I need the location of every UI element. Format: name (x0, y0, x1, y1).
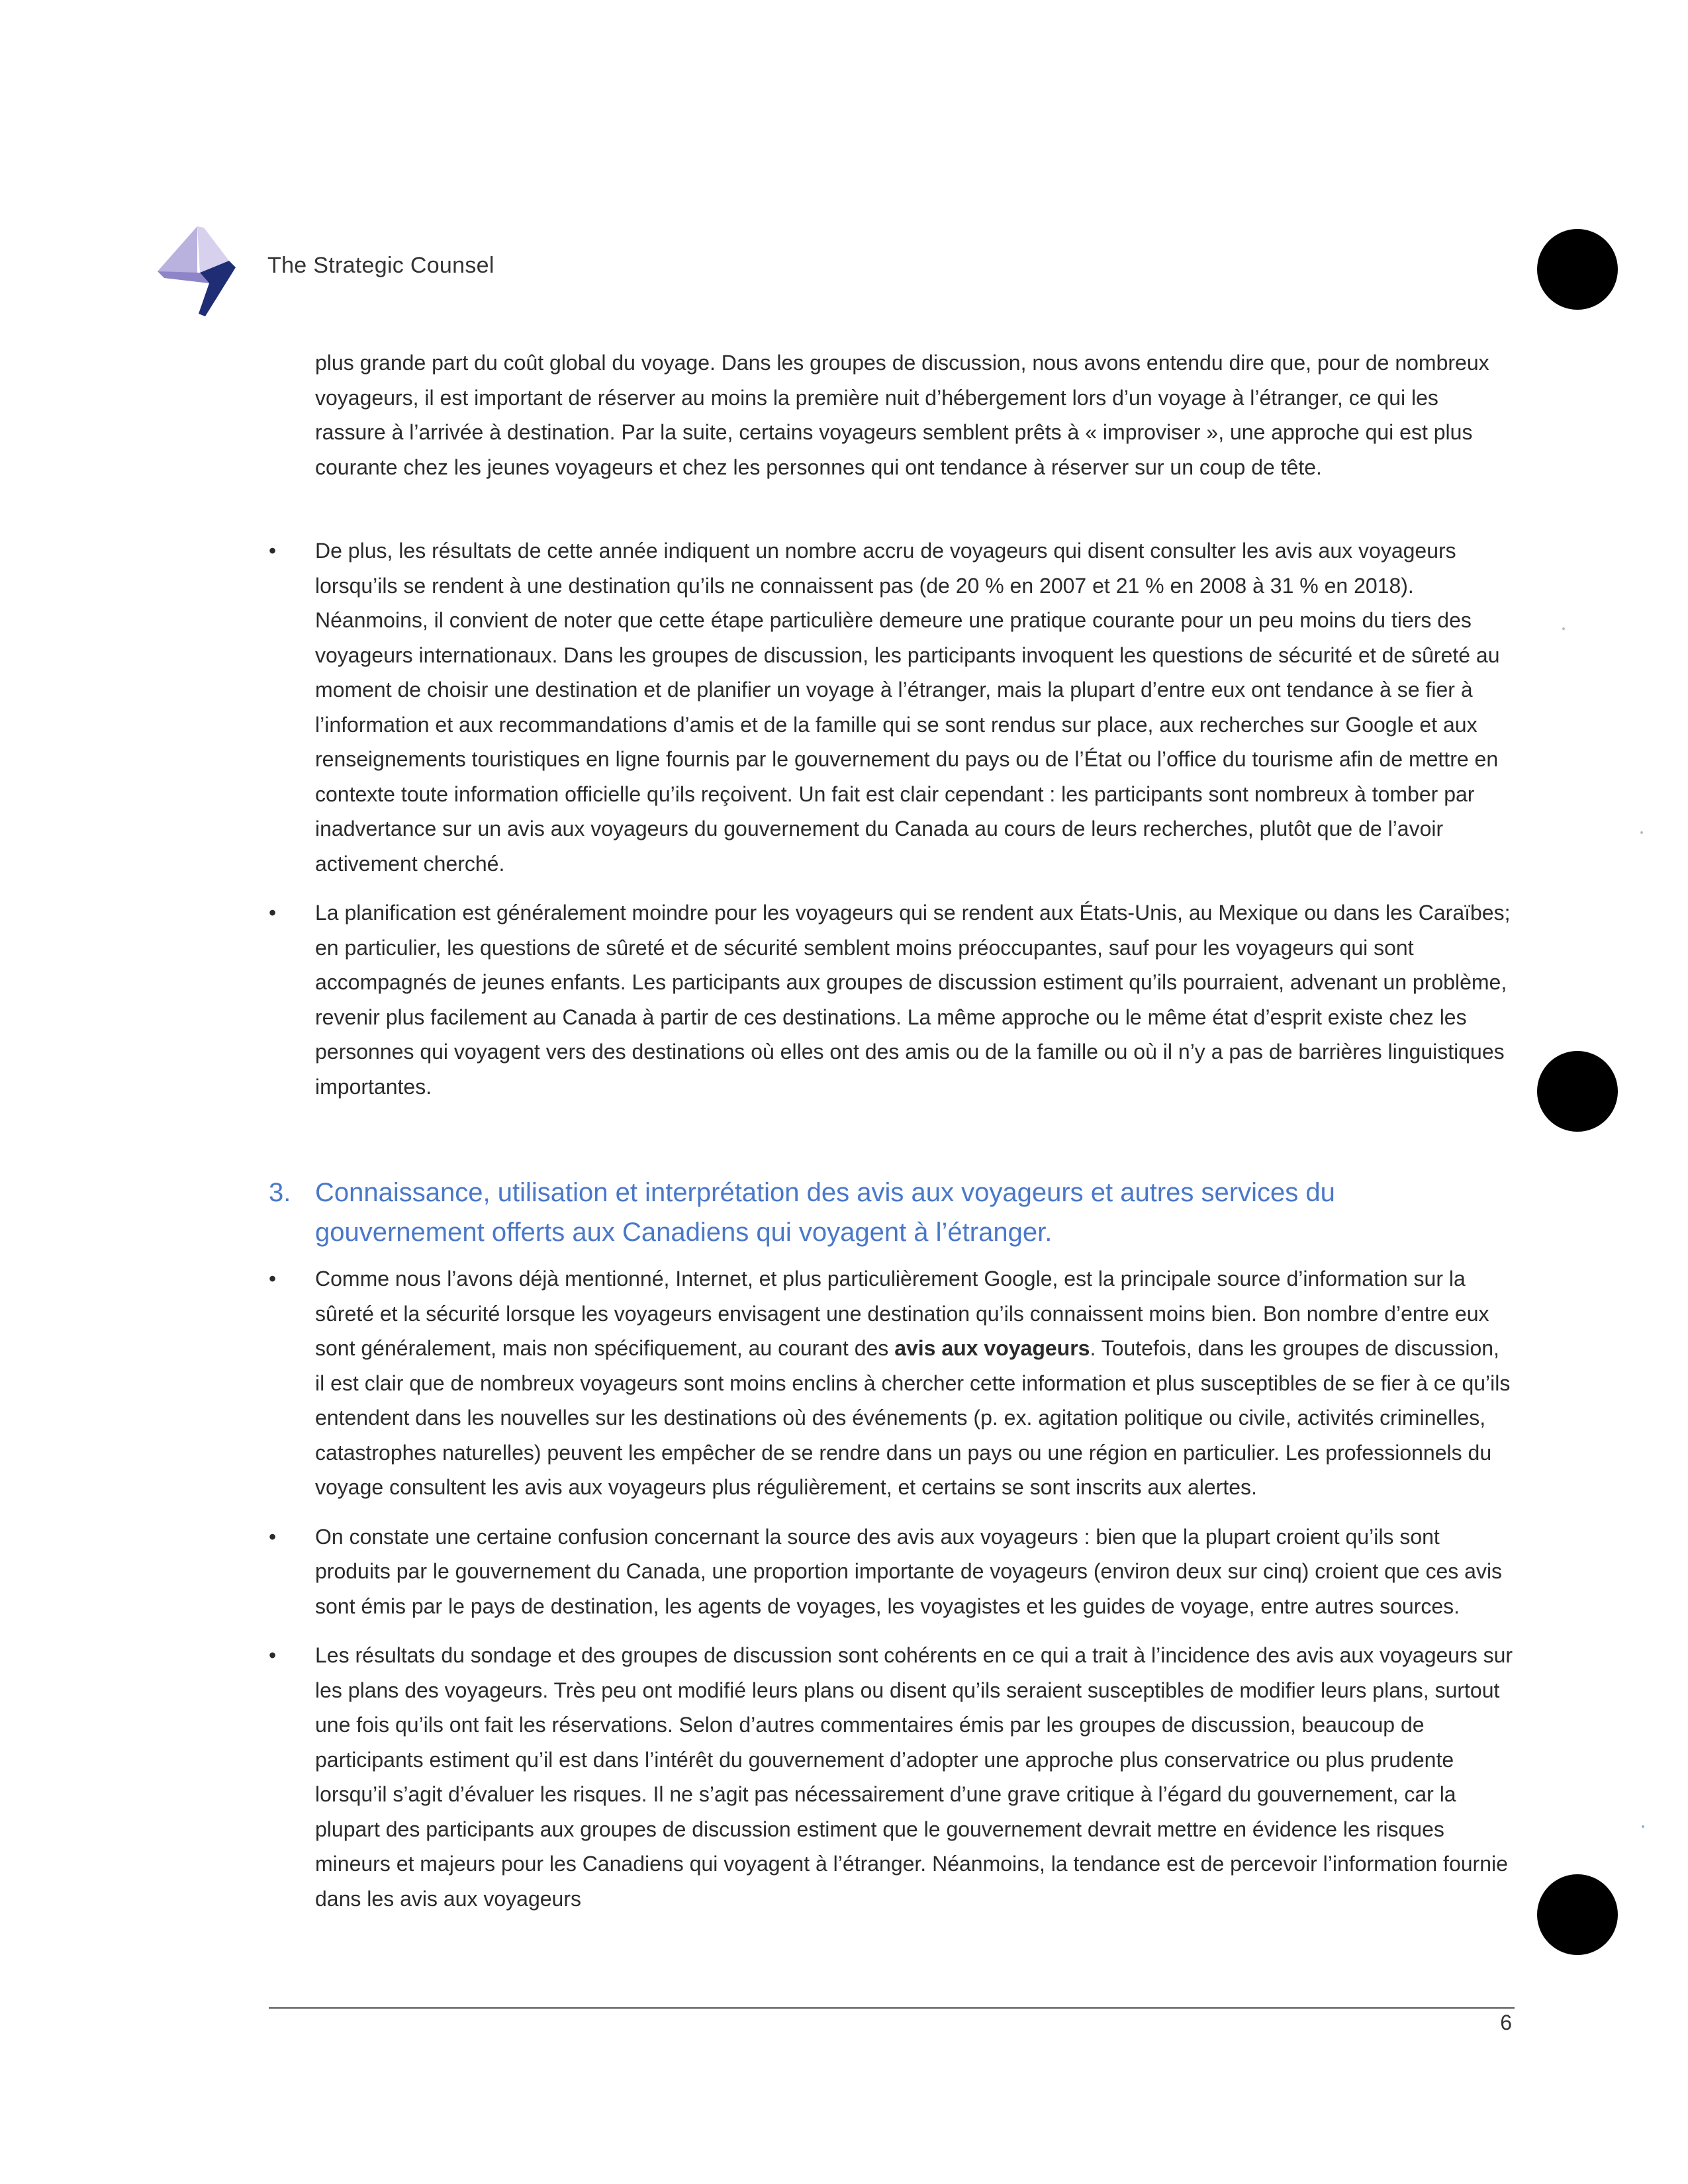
punch-hole-top (1537, 229, 1618, 310)
bullet-icon: • (269, 1267, 277, 1291)
scan-speck (1640, 831, 1643, 834)
section-number: 3. (269, 1178, 291, 1207)
bullet-icon: • (269, 1524, 277, 1549)
section-title: Connaissance, utilisation et interprétation des avis aux voyageurs et autres services du gouvernement offerts aux Canadiens qui voyagent à l’étranger. (315, 1178, 1335, 1247)
punch-hole-middle (1537, 1051, 1618, 1132)
org-name: The Strategic Counsel (267, 253, 494, 278)
list-item (269, 1520, 1513, 1624)
list-item (269, 533, 1513, 881)
strategic-counsel-logo-icon (158, 226, 237, 316)
scan-speck (1562, 627, 1565, 630)
list-item-text-part1: Comme nous l’avons déjà mentionné, Internet, et plus particulièrement Google, est la principale source d’information sur la sûreté et la sécurité lorsque les voyageurs envisagent une destination qu’ils connaissent moins bien. Bon nombre d’entre eux sont généralement, mais non spécifiquement, au courant des (315, 1267, 1489, 1360)
section-heading (269, 1173, 1513, 1252)
list-item (269, 895, 1513, 1104)
scan-speck (1642, 1825, 1644, 1828)
bullet-icon: • (269, 901, 277, 925)
page-number: 6 (1500, 2011, 1512, 2034)
list-item-text: La planification est généralement moindre pour les voyageurs qui se rendent aux États-Unis, au Mexique ou dans les Caraïbes; en particulier, les questions de sûreté et de sécurité semblent moins préoccupantes, sauf pour les voyageurs qui sont accompagnés de jeunes enfants. Les participants aux groupes de discussion estiment qu’ils pourraient, advenant un problème, revenir plus facilement au Canada à partir de ces destinations. La même approche ou le même état d’esprit existe chez les personnes qui voyagent vers des destinations où elles ont des amis ou de la famille ou où il n’y a pas de barrières linguistiques importantes. (315, 901, 1511, 1099)
footer-rule (269, 2007, 1515, 2009)
bullet-list-section (269, 1261, 1513, 1931)
list-item-text: Les résultats du sondage et des groupes de discussion sont cohérents en ce qui a trait à l’incidence des avis aux voyageurs sur les plans des voyageurs. Très peu ont modifié leurs plans ou disent qu’ils seraient susceptibles de modifier leurs plans, surtout une fois qu’ils ont fait les réservations. Selon d’autres commentaires émis par les groupes de discussion, beaucoup de participants estiment qu’il est dans l’intérêt du gouvernement d’adopter une approche plus conservatrice ou plus prudente lorsqu’il s’agit d’évaluer les risques. Il ne s’agit pas nécessairement d’une grave critique à l’égard du gouvernement, car la plupart des participants aux groupes de discussion estiment que le gouvernement devrait mettre en évidence les risques mineurs et majeurs pour les Canadiens qui voyagent à l’étranger. Néanmoins, la tendance est de percevoir l’information fournie dans les avis aux voyageurs (315, 1643, 1513, 1911)
list-item-text-part2: . Toutefois, dans les groupes de discussion, il est clair que de nombreux voyageurs sont moins enclins à chercher cette information et plus susceptibles de se fier à ce qu’ils entendent dans les nouvelles sur les destinations où des événements (p. ex. agitation politique ou civile, activités criminelles, catastrophes naturelles) peuvent les empêcher de se rendre dans un pays ou une région en particulier. Les professionnels du voyage consultent les avis aux voyageurs plus régulièrement, et certains se sont inscrits aux alertes. (315, 1336, 1511, 1499)
continuation-paragraph: plus grande part du coût global du voyage. Dans les groupes de discussion, nous avons entendu dire que, pour de nombreux voyageurs, il est important de réserver au moins la première nuit d’hébergement lors d’un voyage à l’étranger, ce qui les rassure à l’arrivée à destination. Par la suite, certains voyageurs semblent prêts à « improviser », une approche qui est plus courante chez les jeunes voyageurs et chez les personnes qui ont tendance à réserver sur un coup de tête. (315, 351, 1489, 479)
list-item (269, 1638, 1513, 1916)
bullet-icon: • (269, 1643, 277, 1667)
bold-term: avis aux voyageurs (894, 1336, 1090, 1360)
list-item-text: De plus, les résultats de cette année indiquent un nombre accru de voyageurs qui disent consulter les avis aux voyageurs lorsqu’ils se rendent à une destination qu’ils ne connaissent pas (de 20 % en 2007 et 21 % en 2008 à 31 % en 2018). Néanmoins, il convient de noter que cette étape particulière demeure une pratique courante pour un peu moins du tiers des voyageurs internationaux. Dans les groupes de discussion, les participants invoquent les questions de sécurité et de sûreté au moment de choisir une destination et de planifier un voyage à l’étranger, mais la plupart d’entre eux ont tendance à se fier à l’information et aux recommandations d’amis et de la famille qui se sont rendus sur place, aux recherches sur Google et aux renseignements touristiques en ligne fournis par le gouvernement du pays ou de l’État ou l’office du tourisme afin de mettre en contexte toute information officielle qu’ils reçoivent. Un fait est clair cependant : les participants sont nombreux à tomber par inadvertance sur un avis aux voyageurs du gouvernement du Canada au cours de leurs recherches, plutôt que de l’avoir activement cherché. (315, 539, 1500, 876)
bullet-list-top (269, 533, 1513, 1118)
list-item (269, 1261, 1513, 1505)
list-item-text: On constate une certaine confusion concernant la source des avis aux voyageurs : bien que la plupart croient qu’ils sont produits par le gouvernement du Canada, une proportion importante de voyageurs (environ deux sur cinq) croient que ces avis sont émis par le pays de destination, les agents de voyages, les voyagistes et les guides de voyage, entre autres sources. (315, 1524, 1503, 1618)
bullet-icon: • (269, 539, 277, 563)
punch-hole-bottom (1537, 1874, 1618, 1955)
